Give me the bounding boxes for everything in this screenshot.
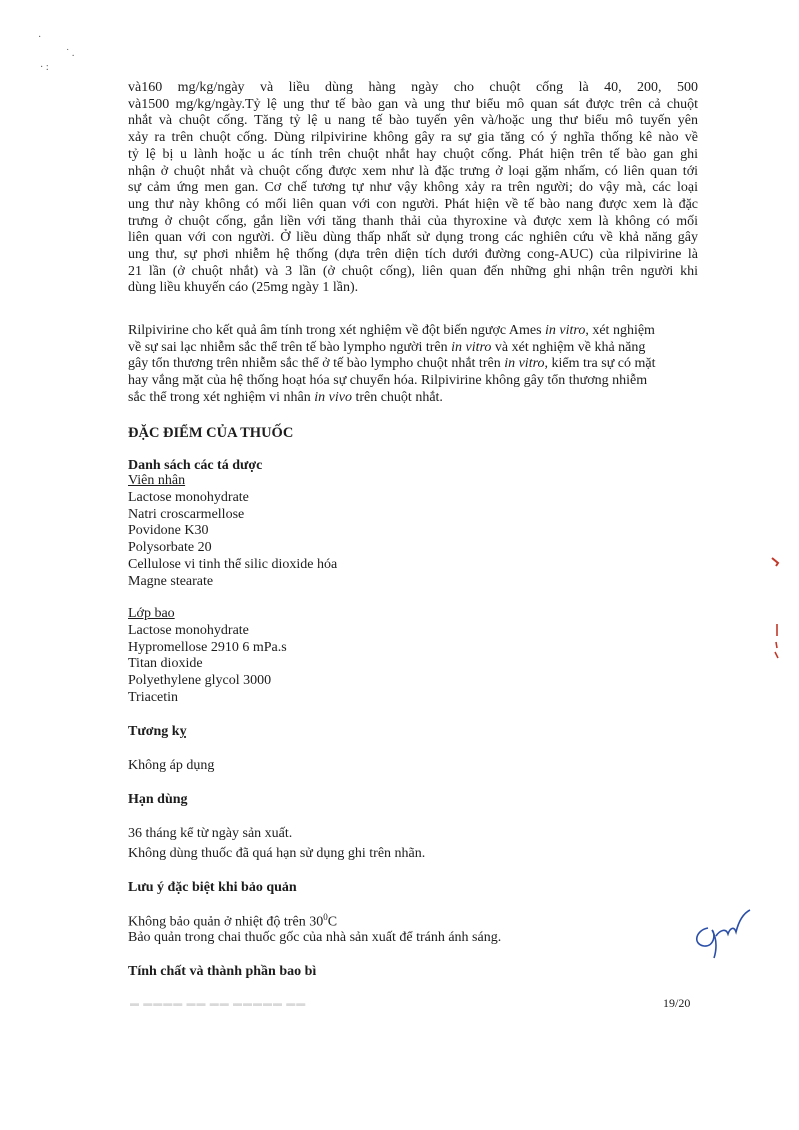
text-line: hay vắng mặt của hệ thống hoạt hóa sự chuyển hóa. Rilpivirine không gây tổn thương nhiễm	[128, 373, 648, 389]
excipient-item: Natri croscarmellose	[128, 506, 245, 522]
storage-title: Lưu ý đặc biệt khi bảo quản	[128, 880, 297, 895]
faint-footer-mark: ▬ ▬▬▬▬ ▬▬ ▬▬ ▬▬▬▬▬ ▬▬	[130, 998, 307, 1008]
text-line: tỷ lệ bị u lành hoặc u ác tính trên chuột nhắt hay chuột cống. Phát hiện trên tế bào gan ghi	[128, 146, 698, 162]
degree-sup: 0	[323, 912, 328, 922]
genotoxicity-paragraph	[128, 323, 698, 407]
scan-speck: ˙ .	[66, 48, 75, 59]
scan-speck: · :	[40, 62, 49, 73]
incompatibility-text: Không áp dụng	[128, 758, 215, 773]
text-line: trên chuột nhắt.	[351, 389, 443, 405]
text-line: và1500 mg/kg/ngày.Tỷ lệ ung thư tế bào gan và ung thư biểu mô quan sát được trên cả chuột	[128, 96, 698, 112]
text-line: , xét nghiệm	[585, 323, 655, 338]
red-ink-mark	[770, 555, 784, 569]
text-line: ung thư này không có mối liên quan với con người. Phát hiện về tế bào nang được xem là đặc	[128, 196, 698, 212]
scan-speck: ·	[38, 32, 42, 43]
italic-term: in vivo	[314, 389, 352, 405]
signature	[690, 900, 760, 960]
shelf-life-title: Hạn dùng	[128, 792, 188, 807]
storage-temp-text: Không bảo quản ở nhiệt độ trên 30	[128, 914, 324, 930]
text-line: sắc thể trong xét nghiệm vi nhân	[128, 389, 315, 405]
text-line: sự cảm ứng men gan. Cơ chế tương tự như vậy không xảy ra trên người; do vậy mà, các loại	[128, 180, 698, 196]
text-line: dùng liều khuyến cáo (25mg ngày 1 lần).	[128, 280, 359, 296]
incompatibility-title: Tương kỵ	[128, 724, 187, 739]
text-line: và160 mg/kg/ngày và liều dùng hàng ngày cho chuột cống là 40, 200, 500	[128, 80, 698, 95]
storage-temperature	[128, 912, 337, 931]
text-line: ung thư, sự phơi nhiễm hệ thống (dựa trên diện tích dưới đường cong-AUC) của rilpivirine là	[128, 247, 698, 263]
red-ink-mark	[772, 622, 782, 662]
excipient-item: Lactose monohydrate	[128, 490, 249, 505]
text-line: nhận ở chuột nhắt và chuột cống được xem như là đặc trưng ở loại gặm nhấm, có liên quan tới	[128, 163, 698, 179]
italic-term: in vitro	[451, 339, 492, 355]
excipient-item: Titan dioxide	[128, 656, 203, 672]
excipient-item: Cellulose vi tinh thể silic dioxide hóa	[128, 556, 338, 572]
italic-term: in vitro	[504, 356, 545, 372]
text-line: và xét nghiệm về khả năng	[491, 339, 646, 355]
coating-label: Lớp bao	[128, 606, 175, 621]
section-title: ĐẶC ĐIỂM CỦA THUỐC	[128, 425, 294, 441]
excipients-title: Danh sách các tá dược	[128, 458, 263, 473]
text-line: gây tổn thương trên nhiễm sắc thể ở tế bào lympho chuột nhắt trên	[128, 356, 505, 372]
paragraph-body	[128, 80, 698, 297]
text-line: xảy ra trên chuột cống. Dùng rilpivirine không gây ra sự gia tăng có ý nghĩa thống kê nào về	[128, 130, 698, 146]
excipient-item: Polysorbate 20	[128, 540, 212, 556]
carcinogenicity-paragraph	[128, 80, 698, 297]
page-number: 19/20	[663, 996, 691, 1010]
text-line: về sự sai lạc nhiễm sắc thể trên tế bào lympho người trên	[128, 339, 452, 355]
italic-term: in vitro	[545, 323, 586, 338]
text-line: nhắt và chuột cống. Tăng tỷ lệ u nang tế bào tuyến yên và/hoặc ung thư biểu mô tuyến yên	[128, 113, 698, 129]
excipient-item: Povidone K30	[128, 523, 209, 539]
excipient-item: Magne stearate	[128, 573, 214, 589]
text-line: trưng ở chuột cống, gắn liền với tăng thanh thải của thyroxine và được xem là không có mối	[128, 213, 698, 229]
text-line: liên quan với con người. Ở liều dùng thấp nhất sử dụng trong các nghiên cứu về khả năng gây	[128, 230, 698, 246]
excipient-item: Hypromellose 2910 6 mPa.s	[128, 639, 287, 655]
packaging-title: Tính chất và thành phần bao bì	[128, 964, 317, 979]
shelf-life-warning: Không dùng thuốc đã quá hạn sử dụng ghi trên nhãn.	[128, 846, 426, 861]
core-label: Viên nhân	[128, 473, 186, 488]
excipient-item: Triacetin	[128, 689, 179, 705]
text-line: , kiểm tra sự có mặt	[544, 356, 656, 372]
storage-light: Bảo quản trong chai thuốc gốc của nhà sản xuất để tránh ánh sáng.	[128, 930, 502, 945]
text-line: Rilpivirine cho kết quả âm tính trong xét nghiệm về đột biến ngược Ames	[128, 323, 546, 338]
shelf-life-text: 36 tháng kể từ ngày sản xuất.	[128, 826, 293, 841]
excipient-item: Polyethylene glycol 3000	[128, 673, 272, 689]
storage-temp-unit: C	[327, 914, 338, 930]
text-line: 21 lần (ở chuột nhắt) và 3 lần (ở chuột cống), liên quan đến những ghi nhận trên người khi	[128, 263, 698, 279]
excipient-item: Lactose monohydrate	[128, 623, 249, 638]
